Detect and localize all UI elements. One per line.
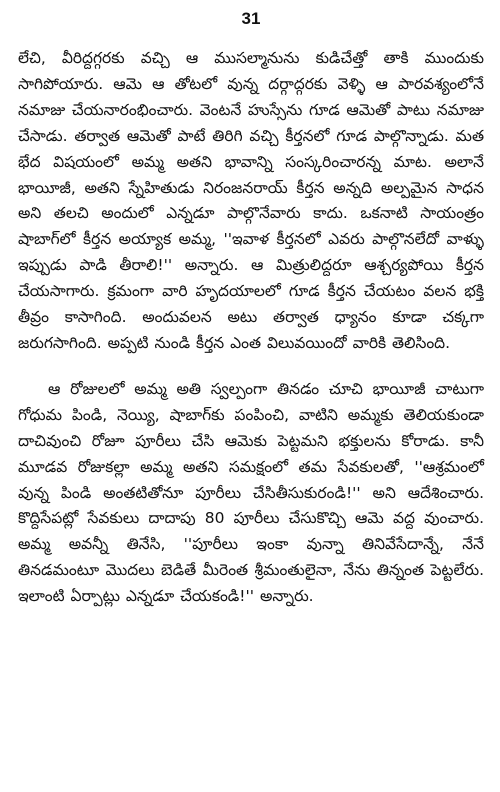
paragraph-1: లేచి, వీరిద్దగ్గరకు వచ్చి ఆ ముసల్మానును కుడిచేత్తో తాకి ముందుకు సాగిపోయారు. ఆమె ఆ తోటలో వున్న దర్గాద్గరకు వెళ్ళి ఆ పారవశ్యంలోనే నమాజు చేయనారంభించారు. వెంటనే హుస్సేను గూడ ఆమెతో పాటు నమాజు చేసాడు. తర్వాత ఆమెతో పాటే తిరిగి వచ్చి కీర్తనలో గూడ పాల్గొన్నాడు. మత భేద విషయంలో అమ్మ అతని భావాన్ని సంస్కరించారన్న మాట. అలానే భాయీజీ, అతని స్నేహితుడు నిరంజనరాయ్ కీర్తన అన్నది అల్పమైన సాధన అని తలచి అందులో ఎన్నడూ పాల్గొనేవారు కాదు. ఒకనాటి సాయంత్రం షాబాగ్‌లో కీర్తన అయ్యాక అమ్మ, ''ఇవాళ కీర్తనలో ఎవరు పాల్గొనలేదో వాళ్ళు ఇప్పుడు పాడి తీరాలి!'' అన్నారు. ఆ మిత్రులిద్దరూ ఆశ్చర్యపోయి కీర్తన చేయసాగారు. క్రమంగా వారి హృదయాలలో గూడ కీర్తన చేయటం వలన భక్తి తీవ్రం కాసాగింది. అందువలన అటు తర్వాత ధ్యానం కూడా చక్కగా జరుగసాగింది. అప్పటి నుండి కీర్తన ఎంత విలువయిందో వారికి తెలిసింది.	[18, 49, 484, 352]
page-number: 31	[241, 9, 261, 28]
paragraph-2: ఆ రోజులలో అమ్మ అతి స్వల్పంగా తినడం చూచి భాయీజీ చాటుగా గోధుమ పిండి, నెయ్యి, షాబాగ్‌కు పంపించి, వాటిని అమ్మకు తెలియకుండా దాచివుంచి రోజూ పూరీలు చేసి ఆమెకు పెట్టమని భక్తులను కోరాడు. కానీ మూడవ రోజుకల్లా అమ్మ అతని సమక్షంలో తమ సేవకులతో, ''ఆశ్రమంలో వున్న పిండి అంతటితోనూ పూరీలు చేసితీసుకురండి!'' అని ఆదేశించారు. కొద్దిసేపట్లో సేవకులు దాదాపు 80 పూరీలు చేసుకొచ్చి ఆమె వద్ద వుంచారు. అమ్మ అవన్నీ తినేసి, ''పూరీలు ఇంకా వున్నా తినివేసేదాన్నే, నేనే తినడమంటూ మొదలు బెడితే మీరెంత శ్రీమంతులైనా, నేను తిన్నంత పెట్టలేరు. ఇలాంటి ఏర్పాట్లు ఎన్నడూ చేయకండి!'' అన్నారు.	[18, 379, 484, 606]
